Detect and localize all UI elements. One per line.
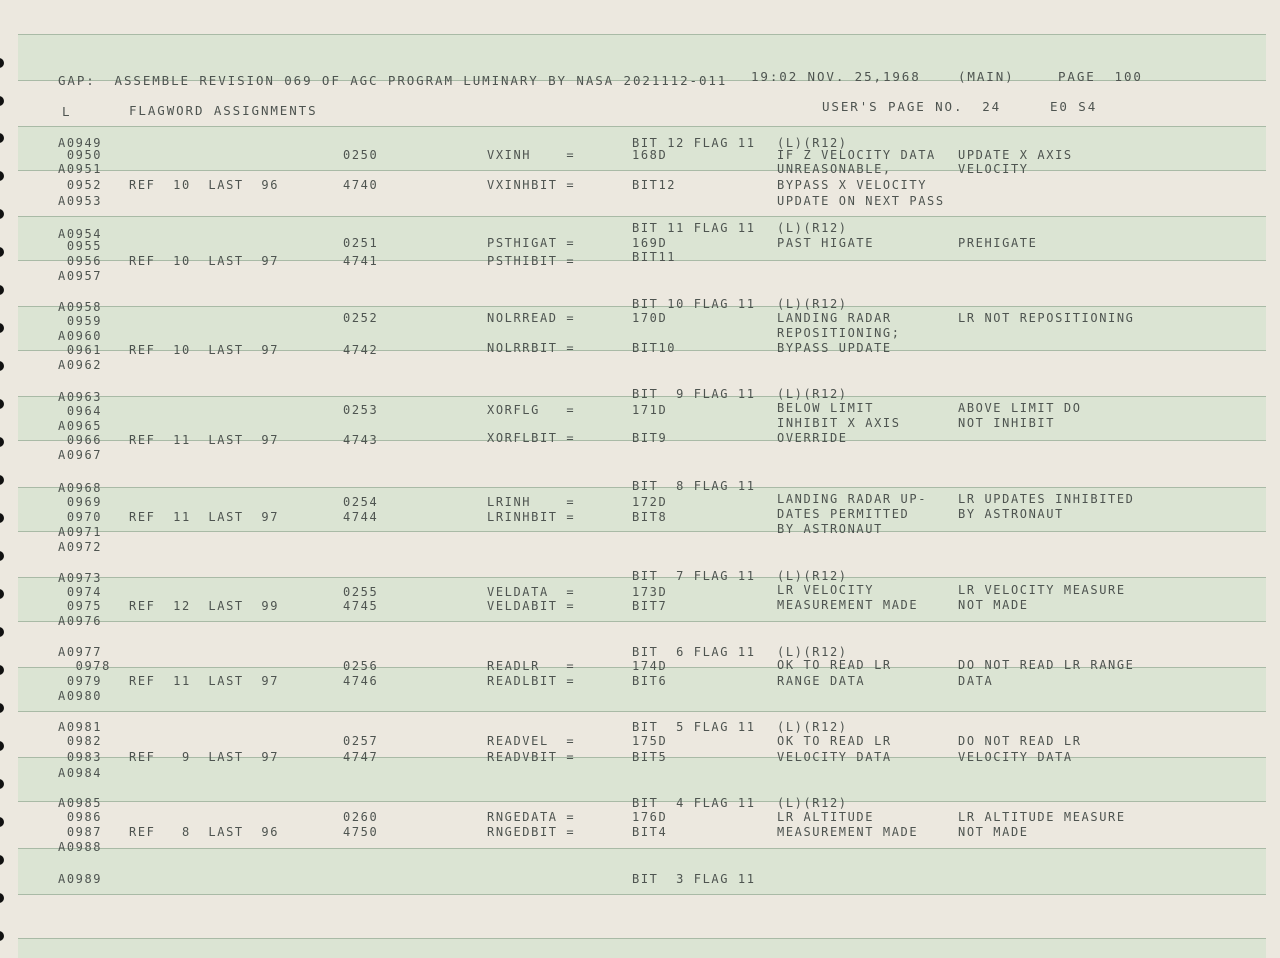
operand: BIT 11 FLAG 11 — [632, 221, 756, 235]
comment-primary: RANGE DATA — [777, 674, 866, 688]
card-number: A0949 — [58, 136, 103, 150]
card-number: A0967 — [58, 448, 103, 462]
feed-hole — [0, 133, 4, 143]
comment-primary: LANDING RADAR — [777, 311, 892, 325]
operand: 170D — [632, 311, 668, 325]
reference-info: REF 12 LAST 99 — [129, 599, 280, 613]
symbol-definition: VELDABIT = — [487, 599, 576, 613]
operand: BIT 8 FLAG 11 — [632, 479, 756, 493]
card-number: 0987 — [58, 825, 103, 839]
address: 4742 — [343, 343, 379, 357]
operand: BIT6 — [632, 674, 668, 688]
comment-secondary: DATA — [958, 674, 994, 688]
card-number: 0952 — [58, 178, 103, 192]
paper-rule — [18, 711, 1266, 712]
feed-hole — [0, 551, 4, 561]
card-number: 0978 — [58, 659, 111, 673]
reference-info: REF 9 LAST 97 — [129, 750, 280, 764]
symbol-definition: READLR = — [487, 659, 576, 673]
operand: BIT 5 FLAG 11 — [632, 720, 756, 734]
operand: BIT11 — [632, 250, 677, 264]
operand: 174D — [632, 659, 668, 673]
paper-band — [18, 938, 1266, 958]
section-subtitle: FLAGWORD ASSIGNMENTS — [129, 103, 318, 118]
address: 4746 — [343, 674, 379, 688]
paper-band — [18, 848, 1266, 894]
users-page-number: USER'S PAGE NO. 24 — [822, 99, 1002, 114]
comment-primary: BYPASS UPDATE — [777, 341, 892, 355]
card-number: 0986 — [58, 810, 103, 824]
comment-primary: (L)(R12) — [777, 387, 848, 401]
card-number: 0956 — [58, 254, 103, 268]
comment-primary: BYPASS X VELOCITY — [777, 178, 928, 192]
symbol-definition: READVEL = — [487, 734, 576, 748]
address: 0260 — [343, 810, 379, 824]
comment-primary: BELOW LIMIT — [777, 401, 875, 415]
paper-rule — [18, 894, 1266, 895]
paper-rule — [18, 848, 1266, 849]
comment-primary: LR ALTITUDE — [777, 810, 875, 824]
operand: BIT 4 FLAG 11 — [632, 796, 756, 810]
listing-section: (MAIN) — [958, 69, 1015, 84]
card-number: 0970 — [58, 510, 103, 524]
feed-hole — [0, 703, 4, 713]
address: 4747 — [343, 750, 379, 764]
feed-hole — [0, 893, 4, 903]
comment-primary: (L)(R12) — [777, 645, 848, 659]
symbol-definition: VXINH = — [487, 148, 576, 162]
address: 0253 — [343, 403, 379, 417]
comment-primary: BY ASTRONAUT — [777, 522, 883, 536]
symbol-definition: NOLRRBIT = — [487, 341, 576, 355]
feed-hole — [0, 665, 4, 675]
comment-primary: PAST HIGATE — [777, 236, 875, 250]
card-number: A0960 — [58, 329, 103, 343]
comment-primary: UPDATE ON NEXT PASS — [777, 194, 945, 208]
comment-primary: OK TO READ LR — [777, 658, 892, 672]
feed-hole — [0, 589, 4, 599]
card-number: A0977 — [58, 645, 103, 659]
operand: 171D — [632, 403, 668, 417]
feed-hole — [0, 855, 4, 865]
card-number: A0971 — [58, 525, 103, 539]
symbol-definition: RNGEDBIT = — [487, 825, 576, 839]
operand: 168D — [632, 148, 668, 162]
comment-primary: UNREASONABLE, — [777, 162, 892, 176]
reference-info: REF 10 LAST 97 — [129, 254, 280, 268]
card-number: A0965 — [58, 419, 103, 433]
comment-secondary: UPDATE X AXIS — [958, 148, 1073, 162]
feed-hole — [0, 931, 4, 941]
comment-primary: DATES PERMITTED — [777, 507, 910, 521]
operand: BIT 3 FLAG 11 — [632, 872, 756, 886]
card-number: 0966 — [58, 433, 103, 447]
feed-hole — [0, 437, 4, 447]
comment-primary: LR VELOCITY — [777, 583, 875, 597]
reference-info: REF 11 LAST 97 — [129, 510, 280, 524]
address: 0256 — [343, 659, 379, 673]
paper-rule — [18, 170, 1266, 171]
paper-rule — [18, 531, 1266, 532]
paper-rule — [18, 216, 1266, 217]
comment-secondary: NOT INHIBIT — [958, 416, 1056, 430]
reference-info: REF 11 LAST 97 — [129, 674, 280, 688]
operand: BIT 12 FLAG 11 — [632, 136, 756, 150]
operand: 176D — [632, 810, 668, 824]
feed-hole — [0, 399, 4, 409]
card-number: A0988 — [58, 840, 103, 854]
page-number: PAGE 100 — [1058, 69, 1143, 84]
card-number: A0951 — [58, 162, 103, 176]
card-number: A0968 — [58, 481, 103, 495]
comment-primary: OK TO READ LR — [777, 734, 892, 748]
column-label-l: L — [62, 104, 72, 119]
comment-secondary: DO NOT READ LR RANGE — [958, 658, 1135, 672]
address: 0255 — [343, 585, 379, 599]
card-number: A0953 — [58, 194, 103, 208]
symbol-definition: PSTHIGAT = — [487, 236, 576, 250]
card-number: A0989 — [58, 872, 103, 886]
comment-primary: (L)(R12) — [777, 720, 848, 734]
comment-secondary: DO NOT READ LR — [958, 734, 1082, 748]
comment-primary: VELOCITY DATA — [777, 750, 892, 764]
operand: BIT 10 FLAG 11 — [632, 297, 756, 311]
operand: 175D — [632, 734, 668, 748]
address: 4745 — [343, 599, 379, 613]
card-number: A0985 — [58, 796, 103, 810]
comment-secondary: BY ASTRONAUT — [958, 507, 1064, 521]
card-number: A0962 — [58, 358, 103, 372]
comment-secondary: VELOCITY — [958, 162, 1029, 176]
feed-hole — [0, 741, 4, 751]
card-number: 0974 — [58, 585, 103, 599]
feed-hole — [0, 513, 4, 523]
card-number: A0958 — [58, 300, 103, 314]
symbol-definition: READVBIT = — [487, 750, 576, 764]
card-number: 0959 — [58, 314, 103, 328]
operand: BIT5 — [632, 750, 668, 764]
card-number: A0957 — [58, 269, 103, 283]
paper-rule — [18, 938, 1266, 939]
comment-primary: (L)(R12) — [777, 796, 848, 810]
address: 4740 — [343, 178, 379, 192]
operand: BIT 7 FLAG 11 — [632, 569, 756, 583]
feed-hole — [0, 817, 4, 827]
comment-secondary: ABOVE LIMIT DO — [958, 401, 1082, 415]
card-number: A0984 — [58, 766, 103, 780]
card-number: A0973 — [58, 571, 103, 585]
reference-info: REF 10 LAST 97 — [129, 343, 280, 357]
comment-primary: (L)(R12) — [777, 297, 848, 311]
card-number: A0981 — [58, 720, 103, 734]
card-number: 0969 — [58, 495, 103, 509]
address: 4744 — [343, 510, 379, 524]
feed-hole — [0, 171, 4, 181]
comment-secondary: LR UPDATES INHIBITED — [958, 492, 1135, 506]
operand: BIT12 — [632, 178, 677, 192]
card-number: 0975 — [58, 599, 103, 613]
listing-title: GAP: ASSEMBLE REVISION 069 OF AGC PROGRAM LUMINARY BY NASA 2021112-011 — [58, 73, 728, 88]
comment-secondary: NOT MADE — [958, 598, 1029, 612]
reference-info: REF 11 LAST 97 — [129, 433, 280, 447]
address: 4743 — [343, 433, 379, 447]
comment-secondary: NOT MADE — [958, 825, 1029, 839]
symbol-definition: NOLRREAD = — [487, 311, 576, 325]
reference-info: REF 10 LAST 96 — [129, 178, 280, 192]
address: 0257 — [343, 734, 379, 748]
symbol-definition: LRINHBIT = — [487, 510, 576, 524]
comment-primary: LANDING RADAR UP- — [777, 492, 928, 506]
symbol-definition: XORFLBIT = — [487, 431, 576, 445]
operand: BIT 9 FLAG 11 — [632, 387, 756, 401]
address: 0251 — [343, 236, 379, 250]
card-number: A0963 — [58, 390, 103, 404]
symbol-definition: RNGEDATA = — [487, 810, 576, 824]
symbol-definition: READLBIT = — [487, 674, 576, 688]
comment-primary: (L)(R12) — [777, 569, 848, 583]
address: 0254 — [343, 495, 379, 509]
comment-primary: OVERRIDE — [777, 431, 848, 445]
paper-rule — [18, 126, 1266, 127]
feed-hole — [0, 779, 4, 789]
comment-secondary: LR ALTITUDE MEASURE — [958, 810, 1126, 824]
address: 4741 — [343, 254, 379, 268]
comment-primary: IF Z VELOCITY DATA — [777, 148, 936, 162]
comment-primary: MEASUREMENT MADE — [777, 825, 919, 839]
feed-hole — [0, 627, 4, 637]
address: 0252 — [343, 311, 379, 325]
operand: BIT 6 FLAG 11 — [632, 645, 756, 659]
card-number: 0961 — [58, 343, 103, 357]
comment-primary: INHIBIT X AXIS — [777, 416, 901, 430]
card-number: A0954 — [58, 227, 103, 241]
card-number: A0972 — [58, 540, 103, 554]
card-number: 0955 — [58, 239, 103, 253]
feed-hole — [0, 58, 4, 68]
operand: BIT4 — [632, 825, 668, 839]
operand: 172D — [632, 495, 668, 509]
feed-hole — [0, 285, 4, 295]
card-number: 0950 — [58, 148, 103, 162]
eo-label: E0 S4 — [1050, 99, 1098, 114]
card-number: 0982 — [58, 734, 103, 748]
symbol-definition: PSTHIBIT = — [487, 254, 576, 268]
card-number: 0979 — [58, 674, 103, 688]
feed-hole — [0, 96, 4, 106]
operand: BIT9 — [632, 431, 668, 445]
comment-secondary: PREHIGATE — [958, 236, 1038, 250]
feed-hole — [0, 247, 4, 257]
comment-primary: (L)(R12) — [777, 136, 848, 150]
address: 4750 — [343, 825, 379, 839]
paper-rule — [18, 621, 1266, 622]
operand: BIT8 — [632, 510, 668, 524]
card-number: 0964 — [58, 404, 103, 418]
address: 0250 — [343, 148, 379, 162]
comment-secondary: LR VELOCITY MEASURE — [958, 583, 1126, 597]
comment-primary: MEASUREMENT MADE — [777, 598, 919, 612]
feed-hole — [0, 475, 4, 485]
card-number: 0983 — [58, 750, 103, 764]
feed-hole — [0, 323, 4, 333]
symbol-definition: VELDATA = — [487, 585, 576, 599]
comment-primary: REPOSITIONING; — [777, 326, 901, 340]
symbol-definition: XORFLG = — [487, 403, 576, 417]
card-number: A0980 — [58, 689, 103, 703]
symbol-definition: VXINHBIT = — [487, 178, 576, 192]
paper-rule — [18, 34, 1266, 35]
card-number: A0976 — [58, 614, 103, 628]
operand: BIT7 — [632, 599, 668, 613]
symbol-definition: LRINH = — [487, 495, 576, 509]
reference-info: REF 8 LAST 96 — [129, 825, 280, 839]
comment-secondary: LR NOT REPOSITIONING — [958, 311, 1135, 325]
feed-hole — [0, 209, 4, 219]
operand: 173D — [632, 585, 668, 599]
operand: 169D — [632, 236, 668, 250]
comment-secondary: VELOCITY DATA — [958, 750, 1073, 764]
operand: BIT10 — [632, 341, 677, 355]
listing-timestamp: 19:02 NOV. 25,1968 — [751, 69, 921, 84]
feed-hole — [0, 361, 4, 371]
comment-primary: (L)(R12) — [777, 221, 848, 235]
